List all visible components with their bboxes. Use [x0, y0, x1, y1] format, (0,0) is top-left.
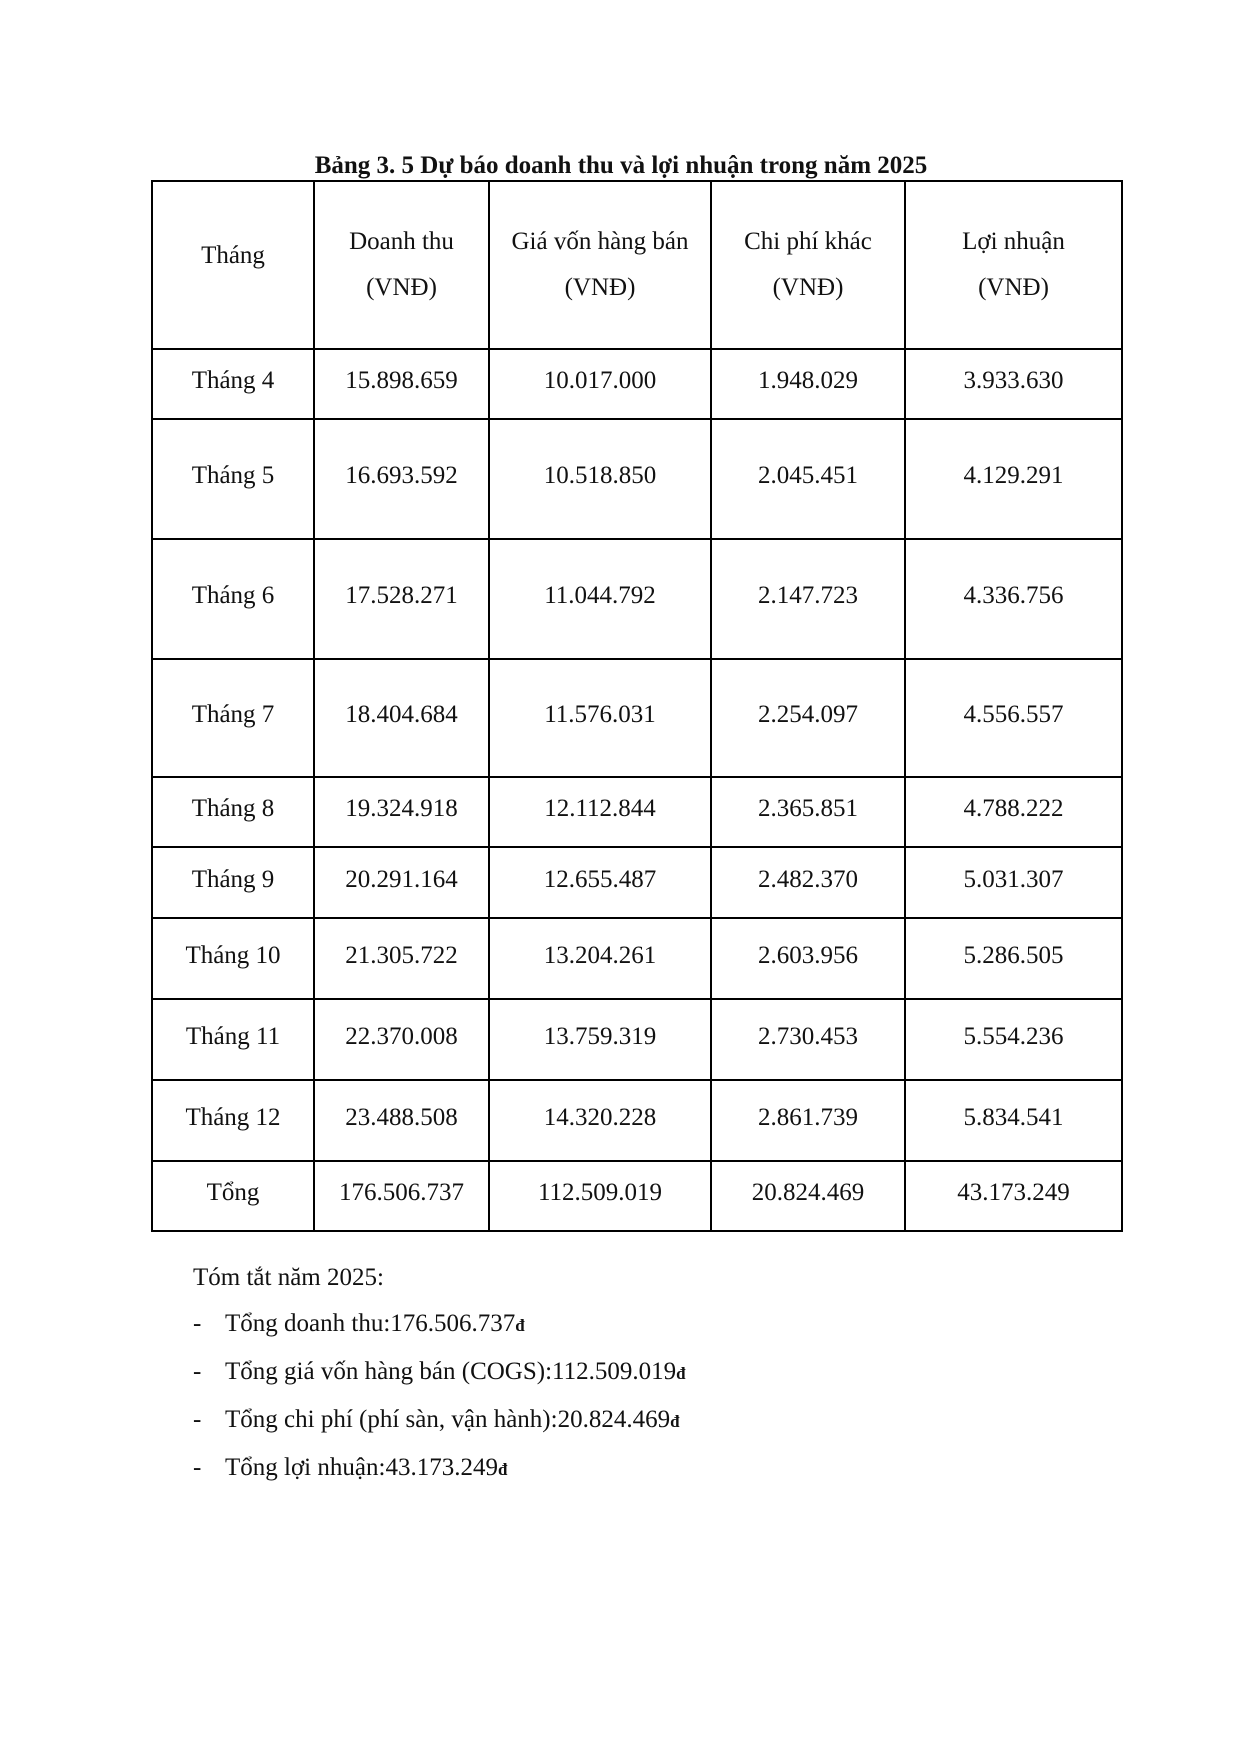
cell-profit: 4.336.756 [905, 539, 1122, 659]
table-row [152, 539, 1122, 659]
header-cogs [489, 181, 711, 349]
header-cogs-label: Giá vốn hàng bán [511, 228, 689, 255]
cell-profit: 5.031.307 [905, 847, 1122, 918]
cell-revenue: 18.404.684 [314, 659, 489, 777]
cell-profit: 4.556.557 [905, 659, 1122, 777]
cell-month: Tháng 6 [152, 539, 314, 659]
summary-label: Tổng chi phí (phí sàn, vận hành): [225, 1406, 558, 1433]
cell-other-costs: 2.861.739 [711, 1080, 905, 1161]
currency-symbol: đ [497, 1460, 508, 1479]
table-caption: Bảng 3. 5 Dự báo doanh thu và lợi nhuận trong năm 2025 [314, 152, 928, 179]
summary-item-profit [193, 1445, 686, 1493]
cell-revenue: 16.693.592 [314, 419, 489, 539]
cell-revenue: 22.370.008 [314, 999, 489, 1080]
bullet-dash: - [193, 1310, 202, 1337]
cell-other-costs: 1.948.029 [711, 349, 905, 419]
cell-cogs: 12.112.844 [489, 777, 711, 847]
cell-month: Tháng 11 [152, 999, 314, 1080]
table-row [152, 659, 1122, 777]
cell-total-profit: 43.173.249 [905, 1161, 1122, 1231]
cell-other-costs: 2.482.370 [711, 847, 905, 918]
cell-revenue: 20.291.164 [314, 847, 489, 918]
summary-label: Tổng giá vốn hàng bán (COGS): [225, 1358, 553, 1385]
cell-revenue: 19.324.918 [314, 777, 489, 847]
cell-other-costs: 2.147.723 [711, 539, 905, 659]
bullet-dash: - [193, 1406, 202, 1433]
bullet-dash: - [193, 1454, 202, 1481]
cell-profit: 5.286.505 [905, 918, 1122, 999]
cell-cogs: 13.759.319 [489, 999, 711, 1080]
summary-label: Tổng lợi nhuận: [225, 1454, 386, 1481]
cell-month: Tháng 4 [152, 349, 314, 419]
cell-total-cogs: 112.509.019 [489, 1161, 711, 1231]
cell-total-label: Tổng [152, 1161, 314, 1231]
table-row [152, 847, 1122, 918]
summary-item-costs [193, 1397, 686, 1445]
cell-cogs: 13.204.261 [489, 918, 711, 999]
forecast-table [151, 180, 1123, 1232]
header-revenue-unit: (VNĐ) [366, 274, 437, 301]
summary-value: 112.509.019 [552, 1358, 677, 1385]
table-row [152, 349, 1122, 419]
header-row [152, 181, 1122, 349]
table-row [152, 918, 1122, 999]
cell-cogs: 12.655.487 [489, 847, 711, 918]
cell-revenue: 23.488.508 [314, 1080, 489, 1161]
cell-month: Tháng 9 [152, 847, 314, 918]
header-profit-unit: (VNĐ) [978, 274, 1049, 301]
header-month-label: Tháng [201, 242, 265, 269]
currency-symbol: đ [515, 1316, 525, 1335]
cell-cogs: 10.518.850 [489, 419, 711, 539]
summary-list [193, 1301, 686, 1493]
header-month [152, 181, 314, 349]
cell-profit: 3.933.630 [905, 349, 1122, 419]
header-revenue [314, 181, 489, 349]
table-row [152, 999, 1122, 1080]
cell-month: Tháng 5 [152, 419, 314, 539]
cell-cogs: 11.576.031 [489, 659, 711, 777]
summary-item-revenue [193, 1301, 686, 1349]
cell-profit: 4.788.222 [905, 777, 1122, 847]
summary-item-cogs [193, 1349, 686, 1397]
cell-other-costs: 2.045.451 [711, 419, 905, 539]
currency-symbol: đ [676, 1364, 686, 1383]
cell-total-revenue: 176.506.737 [314, 1161, 489, 1231]
cell-profit: 4.129.291 [905, 419, 1122, 539]
cell-month: Tháng 8 [152, 777, 314, 847]
table-row [152, 419, 1122, 539]
cell-other-costs: 2.365.851 [711, 777, 905, 847]
cell-other-costs: 2.254.097 [711, 659, 905, 777]
cell-profit: 5.834.541 [905, 1080, 1122, 1161]
summary-section [193, 1255, 686, 1493]
cell-cogs: 10.017.000 [489, 349, 711, 419]
cell-month: Tháng 10 [152, 918, 314, 999]
table-row [152, 1080, 1122, 1161]
header-other-costs [711, 181, 905, 349]
summary-value: 43.173.249 [385, 1454, 498, 1481]
cell-profit: 5.554.236 [905, 999, 1122, 1080]
cell-other-costs: 2.603.956 [711, 918, 905, 999]
header-other-costs-unit: (VNĐ) [772, 274, 844, 301]
cell-other-costs: 2.730.453 [711, 999, 905, 1080]
header-cogs-unit: (VNĐ) [564, 274, 636, 301]
header-other-costs-label: Chi phí khác [744, 228, 872, 255]
cell-month: Tháng 12 [152, 1080, 314, 1161]
summary-value: 176.506.737 [390, 1310, 516, 1337]
cell-total-other-costs: 20.824.469 [711, 1161, 905, 1231]
bullet-dash: - [193, 1358, 202, 1385]
total-row [152, 1161, 1122, 1231]
header-profit [905, 181, 1122, 349]
cell-revenue: 21.305.722 [314, 918, 489, 999]
summary-title: Tóm tắt năm 2025: [193, 1264, 384, 1291]
currency-symbol: đ [670, 1412, 680, 1431]
cell-revenue: 17.528.271 [314, 539, 489, 659]
summary-value: 20.824.469 [557, 1406, 671, 1433]
header-profit-label: Lợi nhuận [962, 228, 1065, 255]
header-revenue-label: Doanh thu [349, 228, 454, 255]
table-row [152, 777, 1122, 847]
cell-cogs: 14.320.228 [489, 1080, 711, 1161]
summary-label: Tổng doanh thu: [225, 1310, 391, 1337]
cell-month: Tháng 7 [152, 659, 314, 777]
cell-revenue: 15.898.659 [314, 349, 489, 419]
cell-cogs: 11.044.792 [489, 539, 711, 659]
